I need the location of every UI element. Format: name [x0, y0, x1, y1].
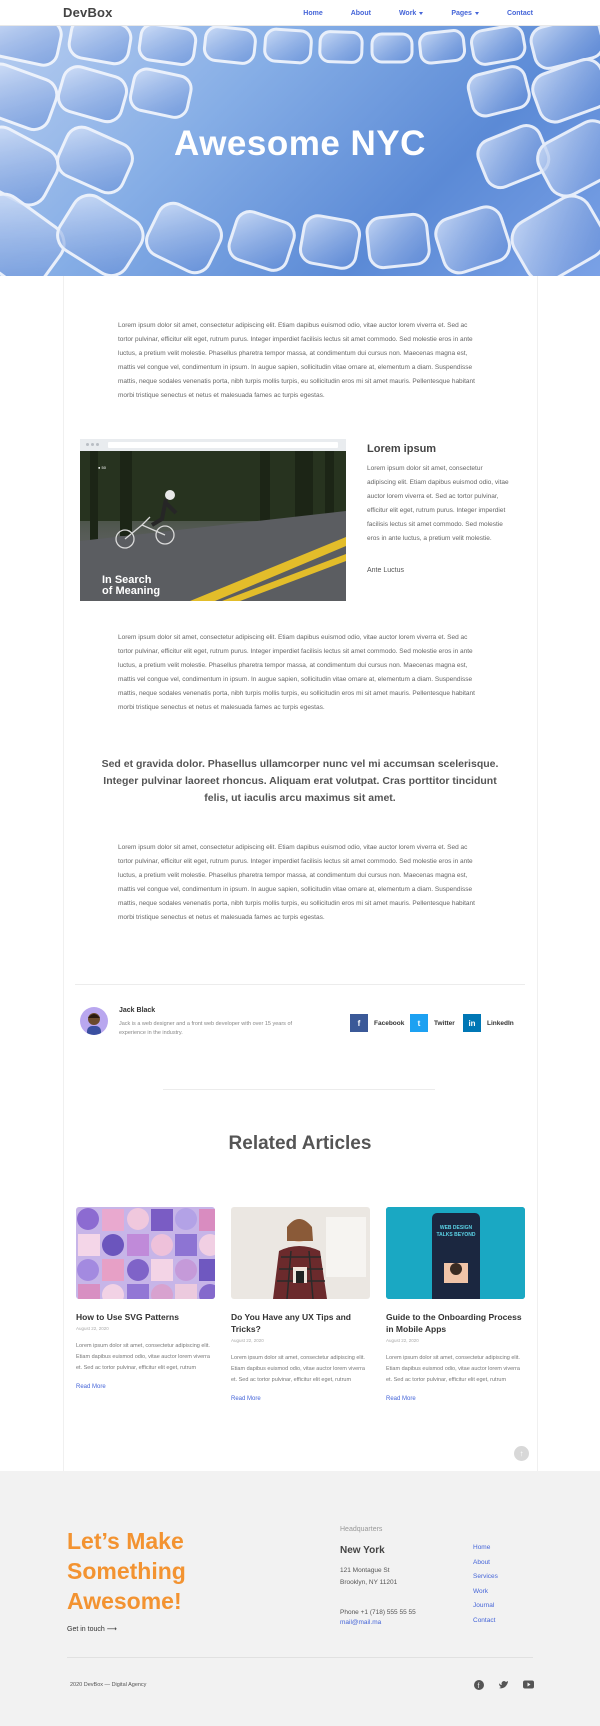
phone-mockup-image — [386, 1207, 525, 1299]
divider — [67, 1657, 533, 1658]
chevron-down-icon — [419, 12, 423, 15]
read-more-link[interactable]: Read More — [386, 1396, 416, 1402]
cta-line: Something — [67, 1558, 186, 1584]
feature-title: Lorem ipsum — [367, 443, 437, 455]
card-title[interactable]: Guide to the Onboarding Process in Mobile Apps — [386, 1312, 522, 1334]
woman-with-phone-photo — [231, 1207, 370, 1299]
card-image[interactable] — [76, 1207, 215, 1299]
cta-line: Let’s Make — [67, 1528, 184, 1554]
hq-address — [340, 1565, 397, 1589]
caption-line: In Search — [102, 574, 152, 586]
site-header — [0, 0, 600, 26]
share-linkedin-button[interactable] — [463, 1014, 514, 1032]
hero-title: Awesome NYC — [174, 124, 426, 163]
scroll-to-top-button[interactable] — [514, 1446, 529, 1461]
address-line: Brooklyn, NY 11201 — [340, 1579, 398, 1586]
feature-author: Ante Luctus — [367, 567, 404, 574]
author-bio: Jack is a web designer and a front web developer with over 15 years of experience in the industry. — [119, 1021, 293, 1036]
url-bar — [108, 442, 338, 448]
body-paragraph: Lorem ipsum dolor sit amet, consectetur adipiscing elit. Etiam dapibus euismod odio, vitae auctor lorem viverra et. Sed ac tortor pulvinar, efficitur elit eget, rutrum purus. Integer imperdiet facilisis lectus sit amet commodo. Sed molestie eros in ante luctus, a pretium velit molestie. Phasellus pharetra tempor massa, at condimentum dui cursus non. Maecenas magna est, mattis vel congue vel, condimentum in ipsum. In augue sapien, sollicitudin vitae ornare at, elementum a diam. Suspendisse mattis, neque sodales venenatis porta, nibh turpis mollis turpis, eu sollicitudin eros mi sit amet mauris. Pellentesque habitant morbi tristique senectus et netus et malesuada fames ac turpis egestas. — [118, 844, 475, 921]
related-articles-title: Related Articles — [228, 1133, 372, 1154]
svg-pattern-image — [76, 1207, 215, 1299]
svg-text:f: f — [477, 1682, 479, 1690]
read-more-link[interactable]: Read More — [231, 1396, 261, 1402]
pull-quote: Sed et gravida dolor. Phasellus ullamcorper nunc vel mi accumsan scelerisque. Integer pulvinar laoreet rhoncus. Aliquam erat volutpat. Cras porttitor tincidunt felis, ut iaculis arcu maximus sit amet. — [101, 758, 499, 804]
linkedin-icon: in — [463, 1014, 481, 1032]
divider — [75, 984, 525, 985]
chevron-down-icon — [475, 12, 479, 15]
feature-text: Lorem ipsum dolor sit amet, consectetur adipiscing elit. Etiam dapibus euismod odio, vitae auctor lorem viverra et. Sed ac tortor pulvinar, efficitur elit eget, rutrum purus. Integer imperdiet facilisis lectus sit amet commodo. Sed molestie eros in ante luctus, a pretium velit molestie. — [367, 465, 509, 542]
body-paragraph: Lorem ipsum dolor sit amet, consectetur adipiscing elit. Etiam dapibus euismod odio, vitae auctor lorem viverra et. Sed ac tortor pulvinar, efficitur elit eget, rutrum purus. Integer imperdiet facilisis lectus sit amet commodo. Sed molestie eros in ante luctus, a pretium velit molestie. Phasellus pharetra tempor massa, at condimentum dui cursus non. Maecenas magna est, mattis vel congue vel, condimentum in ipsum. In augue sapien, sollicitudin vitae ornare at, elementum a diam. Suspendisse mattis, neque sodales venenatis porta, nibh turpis mollis turpis, eu sollicitudin eros mi sit amet mauris. Pellentesque habitant morbi tristique senectus et netus et malesuada fames ac turpis egestas. — [118, 634, 475, 711]
share-label: LinkedIn — [487, 1019, 514, 1027]
nav-item-contact[interactable] — [493, 10, 533, 17]
footer-link-journal[interactable]: Journal — [473, 1602, 495, 1609]
body-paragraph: Lorem ipsum dolor sit amet, consectetur adipiscing elit. Etiam dapibus euismod odio, vitae auctor lorem viverra et. Sed ac tortor pulvinar, efficitur elit eget, rutrum purus. Integer imperdiet facilisis lectus sit amet commodo. Sed molestie eros in ante luctus, a pretium velit molestie. Phasellus pharetra tempor massa, at condimentum dui cursus non. Maecenas magna est, mattis vel congue vel, condimentum in ipsum. In augue sapien, sollicitudin vitae ornare at, elementum a diam. Suspendisse mattis, neque sodales venenatis porta, nibh turpis mollis turpis, eu sollicitudin eros mi sit amet mauris. Pellentesque habitant morbi tristique senectus et netus et malesuada fames ac turpis egestas. — [118, 322, 475, 399]
share-label: Facebook — [374, 1019, 405, 1027]
footer-link-services[interactable]: Services — [473, 1573, 498, 1580]
caption-line: of Meaning — [102, 585, 161, 597]
share-twitter-button[interactable] — [410, 1014, 455, 1032]
article-card[interactable] — [386, 1207, 525, 1402]
nav-label: Work — [398, 10, 417, 17]
get-in-touch-link[interactable] — [67, 1625, 117, 1633]
footer-link-about[interactable]: About — [473, 1558, 490, 1566]
hero-banner — [0, 26, 600, 276]
facebook-icon[interactable] — [473, 1679, 484, 1690]
share-facebook-button[interactable] — [350, 1014, 404, 1032]
nav-item-home[interactable] — [289, 10, 322, 17]
card-image[interactable] — [386, 1207, 525, 1299]
browser-bar — [80, 439, 346, 451]
card-excerpt: Lorem ipsum dolor sit amet, consectetur adipiscing elit. Etiam dapibus euismod odio, vitae auctor lorem viverra et. Sed ac tortor pulvinar, efficitur elit eget, rutrum — [76, 1343, 210, 1371]
card-date: August 22, 2020 — [386, 1338, 419, 1343]
card-title[interactable]: How to Use SVG Patterns — [76, 1312, 179, 1322]
nav-label: Pages — [451, 10, 472, 17]
facebook-icon: f — [350, 1014, 368, 1032]
nav-label: Home — [303, 10, 323, 17]
nav-item-work[interactable] — [385, 10, 423, 17]
social-links — [473, 1679, 534, 1690]
card-title[interactable]: Do You Have any UX Tips and Tricks? — [231, 1312, 351, 1334]
footer-link-home[interactable]: Home — [473, 1544, 491, 1551]
feature-image — [80, 439, 346, 601]
cta-line: Awesome! — [67, 1588, 182, 1614]
arrow-up-icon: ↑ — [519, 1449, 524, 1458]
card-date: August 22, 2020 — [231, 1338, 264, 1343]
nav-item-pages[interactable] — [437, 10, 479, 17]
hq-city: New York — [340, 1545, 385, 1556]
author-name: Jack Black — [119, 1007, 156, 1014]
footer-link-contact[interactable]: Contact — [473, 1616, 496, 1624]
image-caption — [102, 575, 160, 597]
arrow-right-icon: ⟶ — [106, 1626, 117, 1633]
phone-screen-text: WEB DESIGN TALKS BEYOND — [436, 1225, 476, 1238]
share-label: Twitter — [434, 1019, 455, 1027]
divider — [163, 1089, 435, 1090]
card-image[interactable] — [231, 1207, 370, 1299]
twitter-icon[interactable] — [498, 1679, 509, 1690]
hq-phone: Phone +1 (718) 555 55 55 — [340, 1609, 416, 1616]
copyright: 2020 DevBox — Digital Agency — [70, 1682, 147, 1688]
footer-cta-heading — [67, 1526, 186, 1616]
link-label: Get in touch — [67, 1626, 105, 1633]
nav-item-about[interactable] — [337, 10, 371, 17]
window-dots-icon — [86, 443, 99, 446]
read-more-link[interactable]: Read More — [76, 1384, 106, 1390]
site-logo[interactable]: DevBox — [63, 5, 113, 20]
card-excerpt: Lorem ipsum dolor sit amet, consectetur adipiscing elit. Etiam dapibus euismod odio, vitae auctor lorem viverra et. Sed ac tortor pulvinar, efficitur elit eget, rutrum — [231, 1355, 365, 1383]
avatar — [80, 1007, 108, 1035]
youtube-icon[interactable] — [523, 1679, 534, 1690]
author-avatar-icon — [80, 1007, 108, 1035]
twitter-icon: t — [410, 1014, 428, 1032]
nav-label: About — [350, 10, 371, 17]
footer-link-work[interactable]: Work — [473, 1587, 489, 1595]
hq-label: Headquarters — [340, 1526, 383, 1533]
nav-label: Contact — [506, 10, 533, 17]
brand-mark: ● 50 — [98, 465, 106, 470]
hq-email-link[interactable]: mail@mail.ma — [340, 1619, 382, 1626]
article-card[interactable] — [231, 1207, 370, 1402]
road-photo — [80, 451, 346, 601]
main-nav — [275, 10, 533, 17]
site-footer — [0, 1471, 600, 1726]
footer-nav — [473, 1541, 498, 1628]
card-excerpt: Lorem ipsum dolor sit amet, consectetur adipiscing elit. Etiam dapibus euismod odio, vitae auctor lorem viverra et. Sed ac tortor pulvinar, efficitur elit eget, rutrum — [386, 1355, 520, 1383]
card-date: August 22, 2020 — [76, 1326, 109, 1331]
address-line: 121 Montague St — [340, 1567, 390, 1574]
article-card[interactable] — [76, 1207, 215, 1390]
